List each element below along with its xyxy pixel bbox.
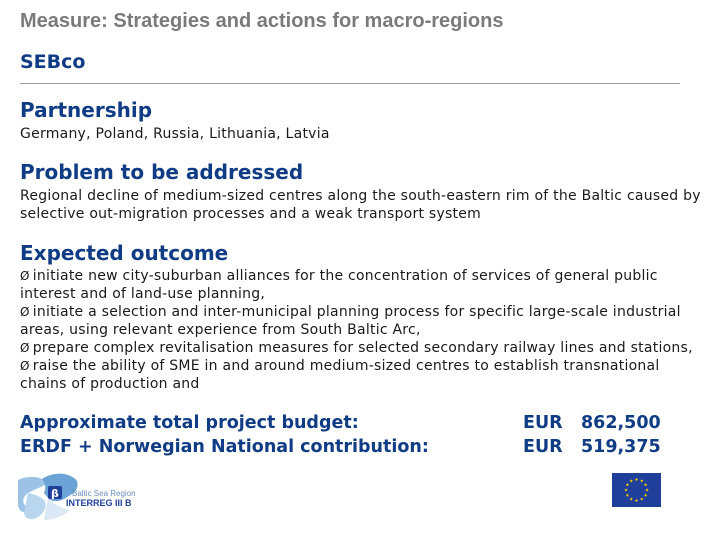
budget-total-currency: EUR bbox=[523, 413, 563, 433]
eu-flag-icon bbox=[612, 473, 661, 507]
budget-total-amount: 862,500 bbox=[581, 413, 661, 433]
partnership-section bbox=[20, 98, 700, 143]
outcome-item-text: initiate new city-suburban alliances for the concentration of services of general public interest and of land-use planning, bbox=[20, 268, 658, 302]
page-title: Measure: Strategies and actions for macro-regions bbox=[20, 10, 504, 32]
outcome-item bbox=[20, 339, 710, 357]
partnership-heading: Partnership bbox=[20, 98, 153, 122]
outcome-item bbox=[20, 357, 710, 393]
partnership-text: Germany, Poland, Russia, Lithuania, Latvia bbox=[20, 126, 330, 142]
logo-text-line2: INTERREG III B bbox=[66, 498, 132, 508]
problem-text: Regional decline of medium-sized centres along the south-eastern rim of the Baltic caused by selective out-migration processes and a weak transport system bbox=[20, 188, 701, 222]
budget-erdf-label: ERDF + Norwegian National contribution: bbox=[20, 437, 429, 457]
project-name: SEBco bbox=[20, 51, 86, 73]
arrow-bullet-icon: Ø bbox=[20, 359, 30, 373]
outcome-item-text: raise the ability of SME in and around medium-sized centres to establish transnational chains of production and bbox=[20, 358, 660, 392]
interreg-logo bbox=[14, 466, 164, 528]
logo-text-line1: Baltic Sea Region bbox=[72, 489, 136, 498]
budget-erdf-amount: 519,375 bbox=[581, 437, 661, 457]
divider bbox=[20, 83, 680, 84]
problem-heading: Problem to be addressed bbox=[20, 160, 304, 184]
outcome-heading: Expected outcome bbox=[20, 241, 229, 265]
arrow-bullet-icon: Ø bbox=[20, 269, 30, 283]
outcome-item bbox=[20, 267, 710, 303]
outcome-list bbox=[20, 267, 710, 393]
budget-erdf-currency: EUR bbox=[523, 437, 563, 457]
arrow-bullet-icon: Ø bbox=[20, 341, 30, 355]
arrow-bullet-icon: Ø bbox=[20, 305, 30, 319]
problem-section bbox=[20, 160, 705, 223]
outcome-item-text: prepare complex revitalisation measures for selected secondary railway lines and stations, bbox=[32, 340, 693, 356]
budget-total-label: Approximate total project budget: bbox=[20, 413, 359, 433]
budget-erdf-row bbox=[20, 437, 680, 459]
outcome-section bbox=[20, 241, 710, 393]
svg-text:β: β bbox=[51, 487, 59, 500]
outcome-item-text: initiate a selection and inter-municipal planning process for specific large-scale industrial areas, using relevant experience from South Baltic Arc, bbox=[20, 304, 681, 338]
budget-total-row bbox=[20, 413, 680, 435]
outcome-item bbox=[20, 303, 710, 339]
